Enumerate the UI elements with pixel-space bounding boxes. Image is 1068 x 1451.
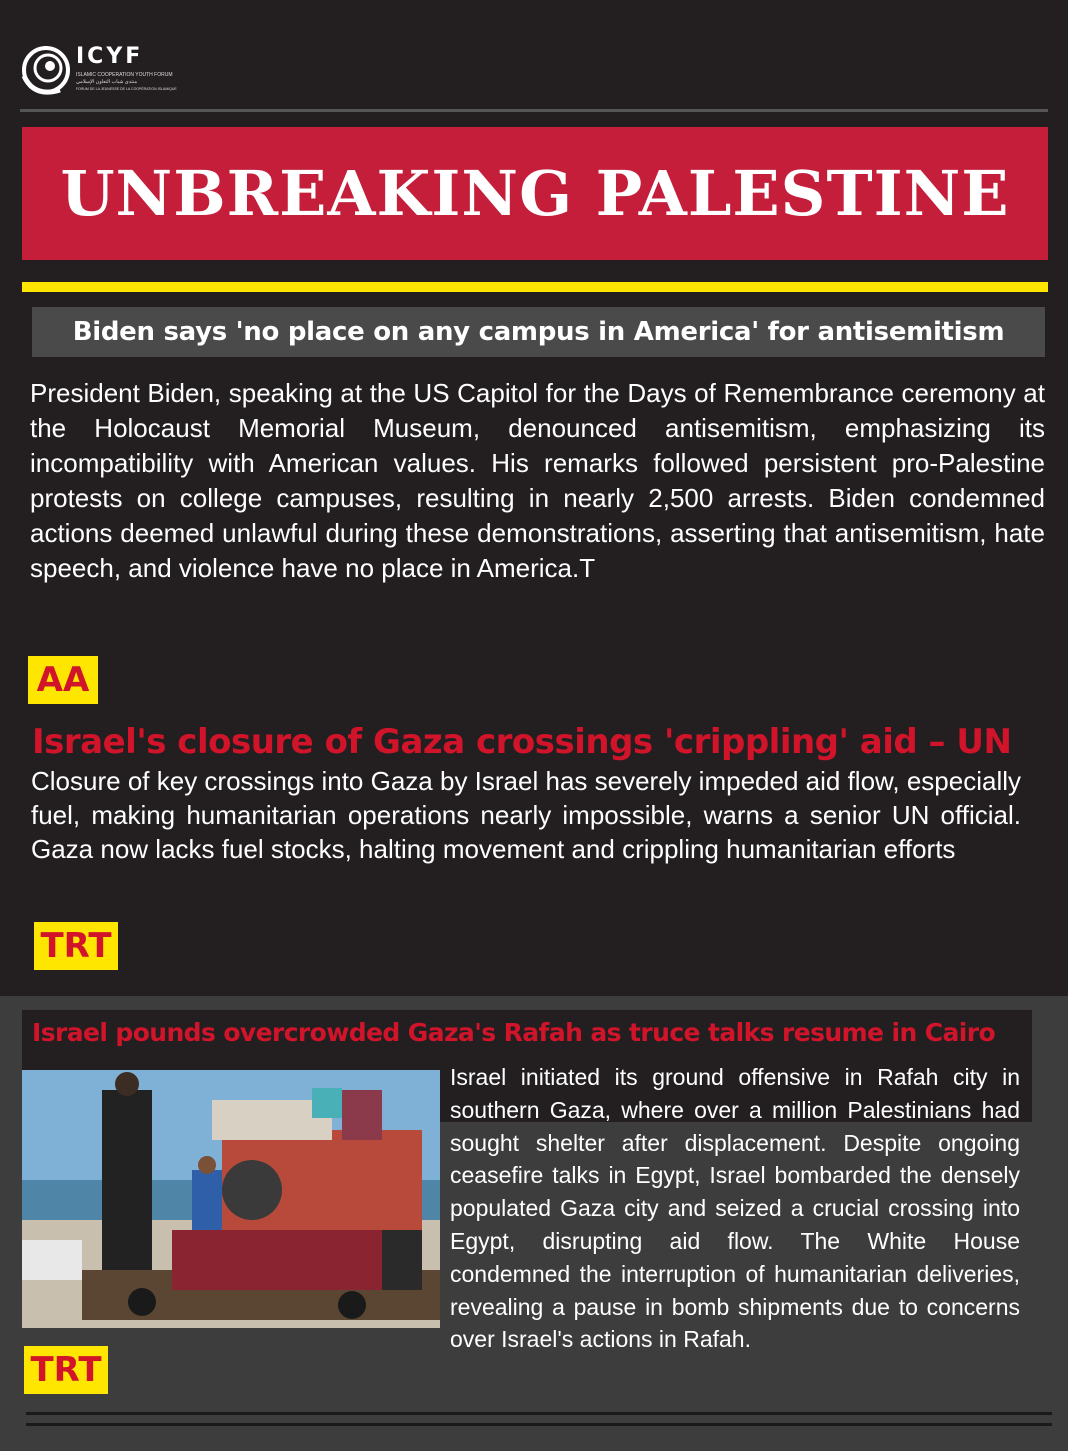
top-divider — [20, 109, 1048, 112]
story2-body: Closure of key crossings into Gaza by Israel has severely impeded aid flow, especially fuel, making humanitarian operations nearly impossible, warns a senior UN official. Gaza now lacks fuel stocks, halting movement and crippling humanitarian efforts — [31, 766, 1021, 864]
icyf-logo — [20, 42, 177, 98]
yellow-divider — [22, 282, 1048, 292]
story3-body: Israel initiated its ground offensive in Rafah city in southern Gaza, where over a million Palestinians had sought shelter after displacement. Despite ongoing ceasefire talks in Egypt, Israel bombarded the densely populated Gaza city and seized a crucial crossing into Egypt, disrupting aid flow. The White House condemned the interruption of humanitarian deliveries, revealing a pause in bomb shipments due to concerns over Israel's actions in Rafah. — [450, 1064, 1020, 1353]
story2-headline: Israel's closure of Gaza crossings 'crippling' aid – UN — [32, 722, 1012, 762]
story3-source-badge: TRT — [24, 1346, 108, 1394]
story1-source-badge: AA — [28, 656, 98, 704]
logo-subtitle-ar: منتدى شباب التعاون الإسلامي — [76, 79, 138, 85]
logo-subtitle-en: ISLAMIC COOPERATION YOUTH FORUM — [76, 72, 173, 78]
bottom-divider-1 — [26, 1412, 1052, 1415]
logo-subtitle — [76, 72, 177, 93]
page-title: UNBREAKING PALESTINE — [60, 157, 1010, 230]
story1-headline-box — [32, 307, 1045, 357]
logo-name: ICYF — [76, 44, 144, 69]
story3-photo — [22, 1070, 440, 1328]
story2-source-badge: TRT — [34, 922, 118, 970]
displaced-family-truck-image — [22, 1070, 440, 1328]
bottom-divider-2 — [26, 1423, 1052, 1426]
story1-headline: Biden says 'no place on any campus in America' for antisemitism — [72, 317, 1005, 347]
story1-body: President Biden, speaking at the US Capitol for the Days of Remembrance ceremony at the Holocaust Memorial Museum, denounced antisemitism, emphasizing its incompatibility with American values. His remarks followed persistent pro-Palestine protests on college campuses, resulting in nearly 2,500 arrests. Biden condemned actions deemed unlawful during these demonstrations, asserting that antisemitism, hate speech, and violence have no place in America.T — [30, 378, 1045, 583]
logo-subtitle-fr: FORUM DE LA JEUNESSE DE LA COOPÉRATION ISLAMIQUE — [76, 87, 177, 91]
icyf-emblem-icon — [20, 42, 74, 98]
story3-headline: Israel pounds overcrowded Gaza's Rafah as truce talks resume in Cairo — [32, 1018, 996, 1047]
title-banner — [22, 127, 1048, 260]
